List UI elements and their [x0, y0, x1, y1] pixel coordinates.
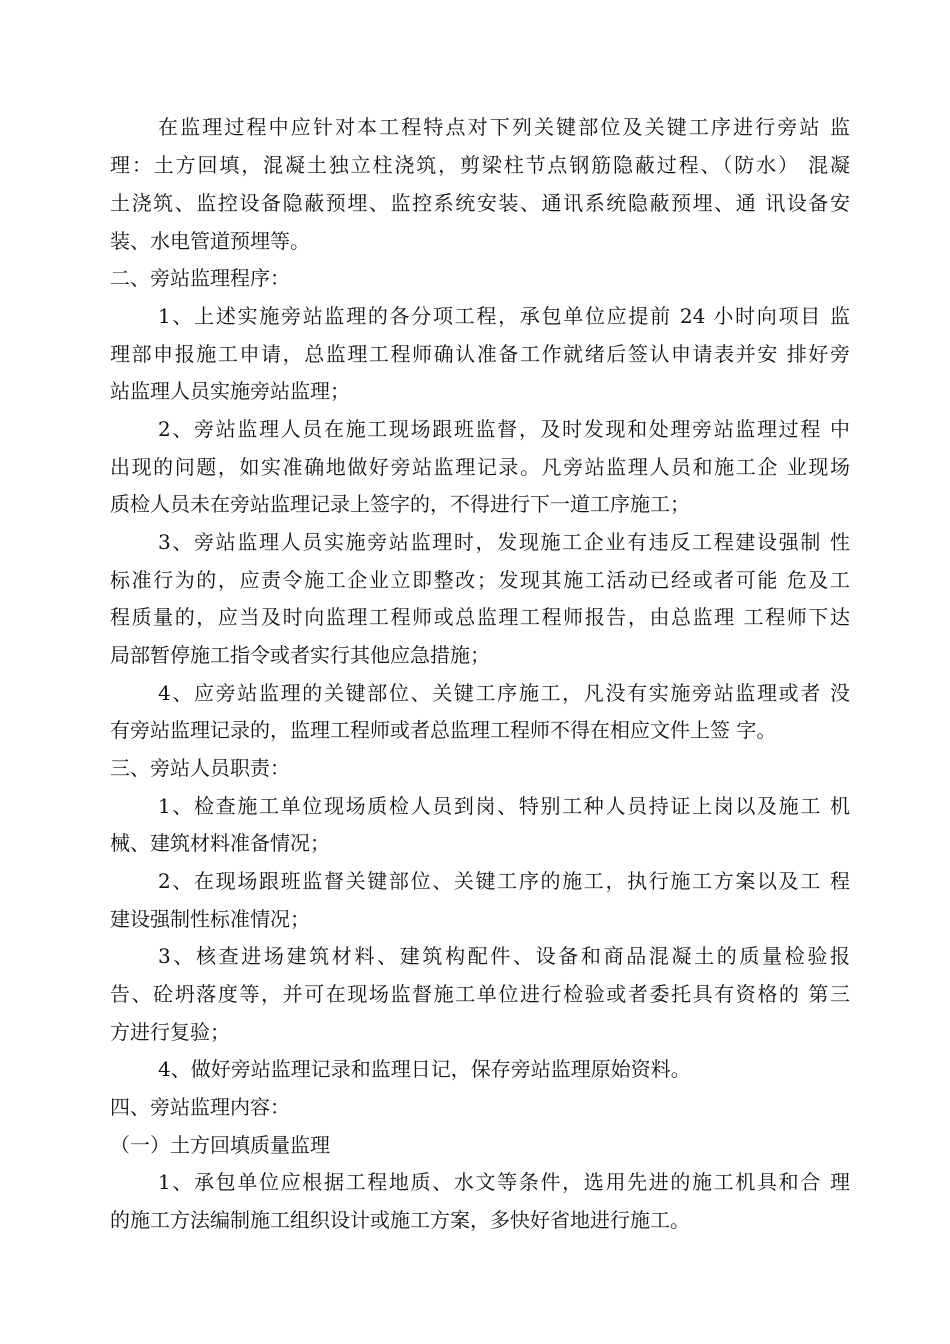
section-heading: 二、旁站监理程序： — [110, 266, 290, 290]
subsection-heading: （一）土方回填质量监理 — [110, 1133, 330, 1157]
paragraph-line: 械、建筑材料准备情况； — [110, 831, 330, 855]
paragraph-line: 2、在现场跟班监督关键部位、关键工序的施工，执行施工方案以及工 程 — [158, 869, 850, 893]
paragraph-line: 装、水电管道预埋等。 — [110, 229, 310, 253]
paragraph-line: 1、承包单位应根据工程地质、水文等条件，选用先进的施工机具和合 理 — [158, 1170, 850, 1194]
paragraph-line: 有旁站监理记录的，监理工程师或者总监理工程师不得在相应文件上签 字。 — [110, 718, 777, 742]
paragraph-line: 质检人员未在旁站监理记录上签字的，不得进行下一道工序施工； — [110, 492, 690, 516]
paragraph-line: 4、做好旁站监理记录和监理日记，保存旁站监理原始资料。 — [158, 1057, 691, 1081]
paragraph-line: 理：土方回填，混凝土独立柱浇筑，剪梁柱节点钢筋隐蔽过程、（防水） 混凝 — [110, 153, 850, 177]
paragraph-line: 方进行复验； — [110, 1020, 230, 1044]
paragraph-line: 3、旁站监理人员实施旁站监理时，发现施工企业有违反工程建设强制 性 — [158, 530, 850, 554]
paragraph-line: 出现的问题，如实准确地做好旁站监理记录。凡旁站监理人员和施工企 业现场 — [110, 455, 850, 479]
paragraph-line: 土浇筑、监控设备隐蔽预埋、监控系统安装、通讯系统隐蔽预埋、通 讯设备安 — [110, 191, 850, 215]
paragraph-line: 的施工方法编制施工组织设计或施工方案，多快好省地进行施工。 — [110, 1208, 690, 1232]
paragraph-line: 3、核查进场建筑材料、建筑构配件、设备和商品混凝土的质量检验报 — [158, 944, 850, 968]
paragraph-line: 2、旁站监理人员在施工现场跟班监督，及时发现和处理旁站监理过程 中 — [158, 417, 850, 441]
paragraph-line: 4、应旁站监理的关键部位、关键工序施工，凡没有实施旁站监理或者 没 — [158, 681, 850, 705]
paragraph-line: 1、检查施工单位现场质检人员到岗、特别工种人员持证上岗以及施工 机 — [158, 794, 850, 818]
paragraph-line: 标准行为的，应责令施工企业立即整改；发现其施工活动已经或者可能 危及工 — [110, 568, 850, 592]
section-heading: 三、旁站人员职责： — [110, 756, 290, 780]
paragraph-line: 站监理人员实施旁站监理； — [110, 379, 350, 403]
paragraph-line: 建设强制性标准情况； — [110, 907, 310, 931]
paragraph-line: 局部暂停施工指令或者实行其他应急措施； — [110, 643, 490, 667]
section-heading: 四、旁站监理内容： — [110, 1095, 290, 1119]
paragraph-line: 程质量的，应当及时向监理工程师或总监理工程师报告，由总监理 工程师下达 — [110, 605, 850, 629]
paragraph-line: 告、砼坍落度等，并可在现场监督施工单位进行检验或者委托具有资格的 第三 — [110, 982, 850, 1006]
paragraph-line: 在监理过程中应针对本工程特点对下列关键部位及关键工序进行旁站 监 — [158, 115, 850, 139]
paragraph-line: 理部申报施工申请，总监理工程师确认准备工作就绪后签认申请表并安 排好旁 — [110, 342, 850, 366]
paragraph-line: 1、上述实施旁站监理的各分项工程，承包单位应提前 24 小时向项目 监 — [158, 304, 850, 328]
